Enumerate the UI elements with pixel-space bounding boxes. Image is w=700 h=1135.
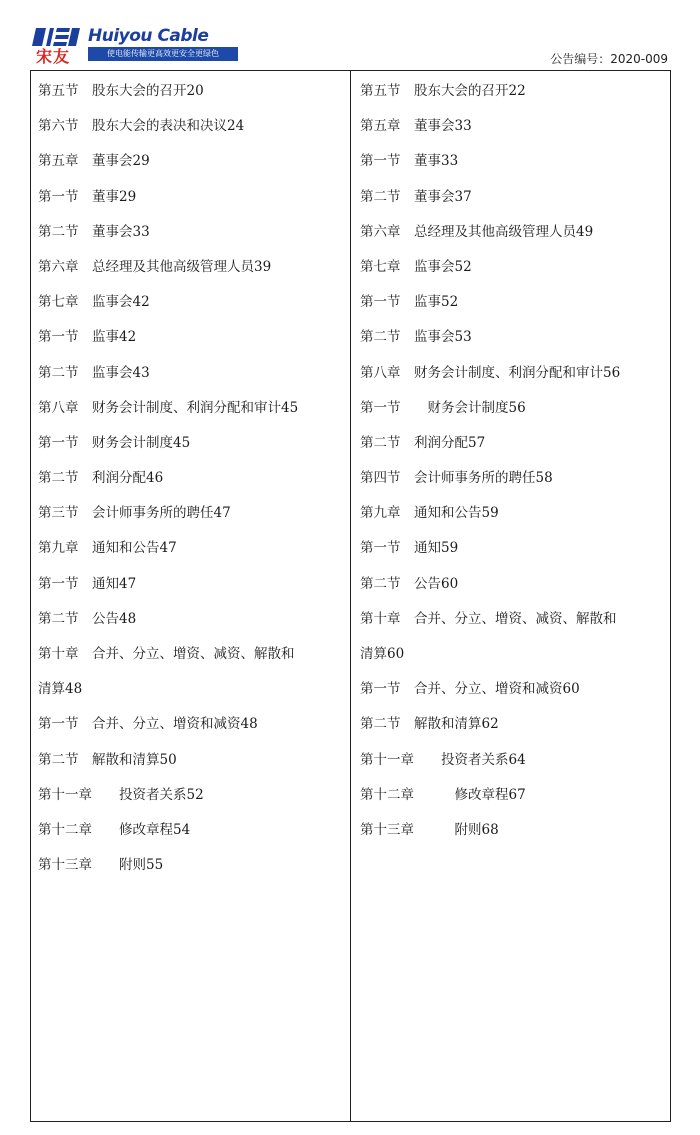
- toc-entry: 第一节 董事29: [38, 188, 137, 205]
- toc-entry: 第一节 监事52: [360, 294, 459, 311]
- toc-entry: 第二节 解散和清算62: [360, 716, 499, 733]
- page-header: [0, 0, 700, 70]
- toc-entry: 第九章 通知和公告47: [38, 540, 177, 557]
- toc-entry: 第五章 董事会29: [38, 153, 150, 170]
- toc-entry: 第一节 通知59: [360, 540, 459, 557]
- toc-entry: 第二节 利润分配57: [360, 434, 486, 451]
- toc-entry: 第二节 监事会53: [360, 329, 472, 346]
- toc-entry: 第十二章 修改章程54: [38, 821, 191, 838]
- toc-entry: 第二节 监事会43: [38, 364, 150, 381]
- toc-entry: 第一节 通知47: [38, 575, 137, 592]
- toc-entry: 第五节 股东大会的召开22: [360, 83, 526, 99]
- toc-entry: 第一节 董事33: [360, 153, 459, 170]
- toc-entry: 第一节 财务会计制度56: [360, 399, 526, 416]
- company-logo: [30, 26, 220, 66]
- brand-slogan: 使电能传输更高效更安全更绿色: [88, 47, 238, 61]
- toc-entry: 第六章 总经理及其他高级管理人员39: [38, 258, 272, 275]
- toc-right-column: [360, 74, 666, 848]
- toc-entry: 第六节 股东大会的表决和决议24: [38, 118, 245, 135]
- toc-entry: 第八章 财务会计制度、利润分配和审计56: [360, 364, 621, 381]
- toc-entry: 第七章 监事会42: [38, 294, 150, 311]
- brand-chinese-name: 宋友: [36, 47, 71, 66]
- toc-entry: 第一节 监事42: [38, 329, 137, 346]
- toc-entry: 第二节 解散和清算50: [38, 751, 177, 768]
- toc-entry: 第一节 合并、分立、增资和减资48: [38, 716, 258, 733]
- toc-entry: 清算48: [38, 681, 83, 698]
- toc-entry: 清算60: [360, 646, 405, 662]
- toc-entry: 第十章 合并、分立、增资、减资、解散和: [38, 646, 295, 662]
- toc-entry: 第二节 公告48: [38, 610, 137, 627]
- toc-entry: 第一节 财务会计制度45: [38, 434, 191, 451]
- toc-entry: 第二节 利润分配46: [38, 470, 164, 487]
- toc-entry: 第三节 会计师事务所的聘任47: [38, 505, 231, 522]
- toc-entry: 第十三章 附则68: [360, 821, 499, 838]
- toc-entry: 第四节 会计师事务所的聘任58: [360, 470, 553, 487]
- brand-english-name: Huiyou Cable: [88, 26, 209, 46]
- toc-entry: 第十章 合并、分立、增资、减资、解散和: [360, 610, 617, 627]
- toc-entry: 第二节 董事会33: [38, 223, 150, 240]
- toc-left-column: [38, 74, 346, 883]
- toc-entry: 第十三章 附则55: [38, 857, 164, 874]
- toc-entry: 第十二章 修改章程67: [360, 786, 526, 803]
- toc-entry: 第二节 董事会37: [360, 188, 472, 205]
- toc-entry: 第九章 通知和公告59: [360, 505, 499, 522]
- toc-entry: 第二节 公告60: [360, 575, 459, 592]
- toc-entry: 第一节 合并、分立、增资和减资60: [360, 681, 580, 698]
- toc-entry: 第七章 监事会52: [360, 258, 472, 275]
- column-divider: [350, 70, 351, 1122]
- announcement-number: 公告编号：2020-009: [550, 52, 668, 66]
- toc-entry: 第十一章 投资者关系64: [360, 751, 526, 768]
- toc-entry: 第十一章 投资者关系52: [38, 786, 204, 803]
- toc-entry: 第五节 股东大会的召开20: [38, 83, 204, 99]
- toc-entry: 第六章 总经理及其他高级管理人员49: [360, 223, 594, 240]
- toc-entry: 第八章 财务会计制度、利润分配和审计45: [38, 399, 299, 416]
- toc-entry: 第五章 董事会33: [360, 118, 472, 135]
